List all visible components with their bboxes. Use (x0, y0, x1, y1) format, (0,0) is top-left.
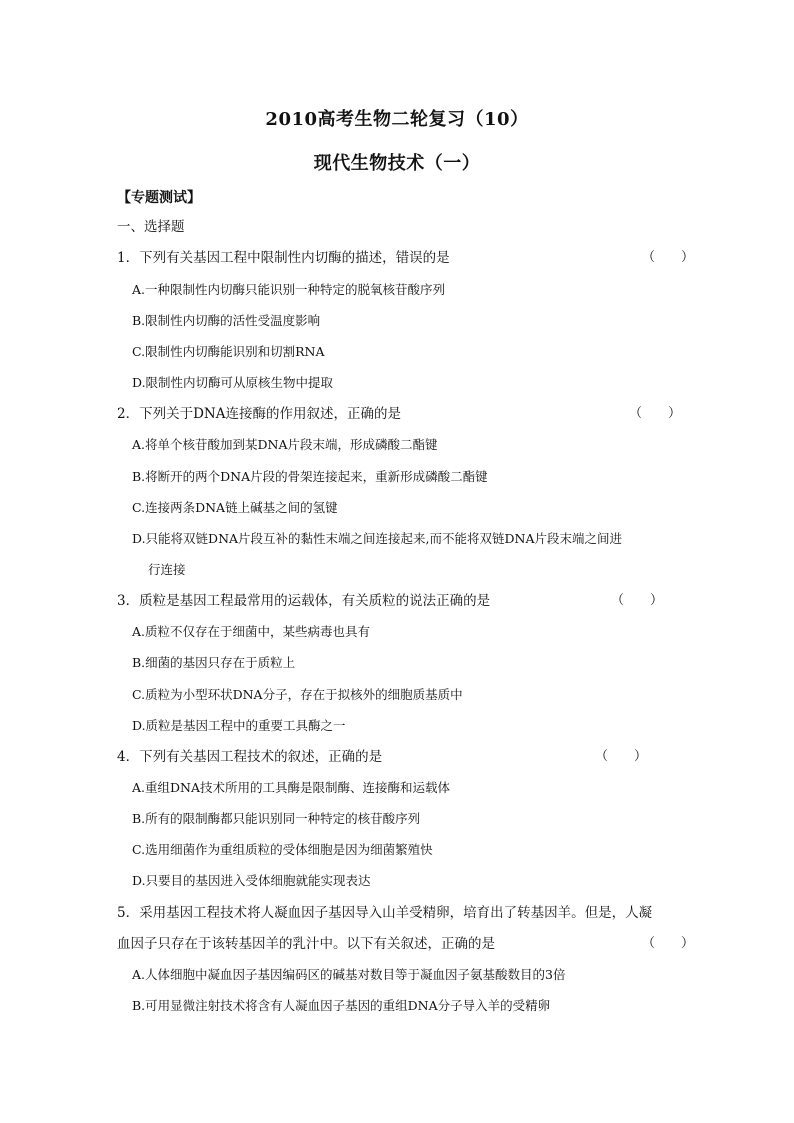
question-3-option-c: C.质粒为小型环状DNA分子，存在于拟核外的细胞质基质中 (132, 687, 463, 702)
question-4-option-a: A.重组DNA技术所用的工具酶是限制酶、连接酶和运载体 (132, 780, 450, 795)
question-1-option-a: A.一种限制性内切酶只能识别一种特定的脱氧核苷酸序列 (132, 282, 446, 297)
question-4-option-b: B.所有的限制酶都只能识别同一种特定的核苷酸序列 (132, 811, 421, 826)
question-4-stem: 4．下列有关基因工程技术的叙述，正确的是 (117, 749, 383, 765)
question-5-option-a: A.人体细胞中凝血因子基因编码区的碱基对数目等于凝血因子氨基酸数目的3倍 (132, 967, 566, 982)
question-3-stem: 3．质粒是基因工程最常用的运载体，有关质粒的说法正确的是 (117, 593, 491, 609)
question-5-stem-line-2: 血因子只存在于该转基因羊的乳汁中。以下有关叙述，正确的是 (117, 936, 495, 952)
question-4-answer-paren: （ ） (595, 749, 648, 764)
question-2-option-a: A.将单个核苷酸加到某DNA片段末端，形成磷酸二酯键 (132, 437, 438, 452)
document-subtitle: 现代生物技术（一） (313, 153, 481, 174)
question-1-option-b: B.限制性内切酶的活性受温度影响 (132, 313, 321, 328)
question-3-option-d: D.质粒是基因工程中的重要工具酶之一 (132, 718, 346, 733)
document-title: 2010高考生物二轮复习（10） (265, 109, 529, 130)
question-4-option-c: C.选用细菌作为重组质粒的受体细胞是因为细菌繁殖快 (132, 842, 433, 857)
question-5-answer-paren: （ ） (642, 936, 695, 951)
question-3-option-a: A.质粒不仅存在于细菌中，某些病毒也具有 (132, 624, 371, 639)
question-2-option-d-continued: 行连接 (148, 562, 186, 577)
question-1-stem: 1．下列有关基因工程中限制性内切酶的描述，错误的是 (117, 250, 450, 266)
question-2-option-c: C.连接两条DNA链上碱基之间的氢键 (132, 500, 338, 515)
question-2-answer-paren: （ ） (629, 406, 682, 421)
question-1-answer-paren: （ ） (642, 250, 695, 265)
part-label: 一、选择题 (117, 219, 185, 235)
question-5-option-b: B.可用显微注射技术将含有人凝血因子基因的重组DNA分子导入羊的受精卵 (132, 998, 551, 1013)
question-2-stem: 2．下列关于DNA连接酶的作用叙述，正确的是 (117, 406, 401, 422)
question-5-stem-line-1: 5．采用基因工程技术将人凝血因子基因导入山羊受精卵，培育出了转基因羊。但是，人凝 (117, 905, 653, 921)
question-1-option-d: D.限制性内切酶可从原核生物中提取 (132, 375, 334, 390)
question-2-option-b: B.将断开的两个DNA片段的骨架连接起来，重新形成磷酸二酯键 (132, 469, 488, 484)
question-3-answer-paren: （ ） (611, 593, 664, 608)
question-4-option-d: D.只要目的基因进入受体细胞就能实现表达 (132, 873, 371, 888)
question-2-option-d: D.只能将双链DNA片段互补的黏性末端之间连接起来,而不能将双链DNA片段末端之间进 (132, 531, 622, 546)
question-3-option-b: B.细菌的基因只存在于质粒上 (132, 655, 296, 670)
section-heading: 【专题测试】 (117, 190, 201, 206)
question-1-option-c: C.限制性内切酶能识别和切割RNA (132, 344, 325, 359)
